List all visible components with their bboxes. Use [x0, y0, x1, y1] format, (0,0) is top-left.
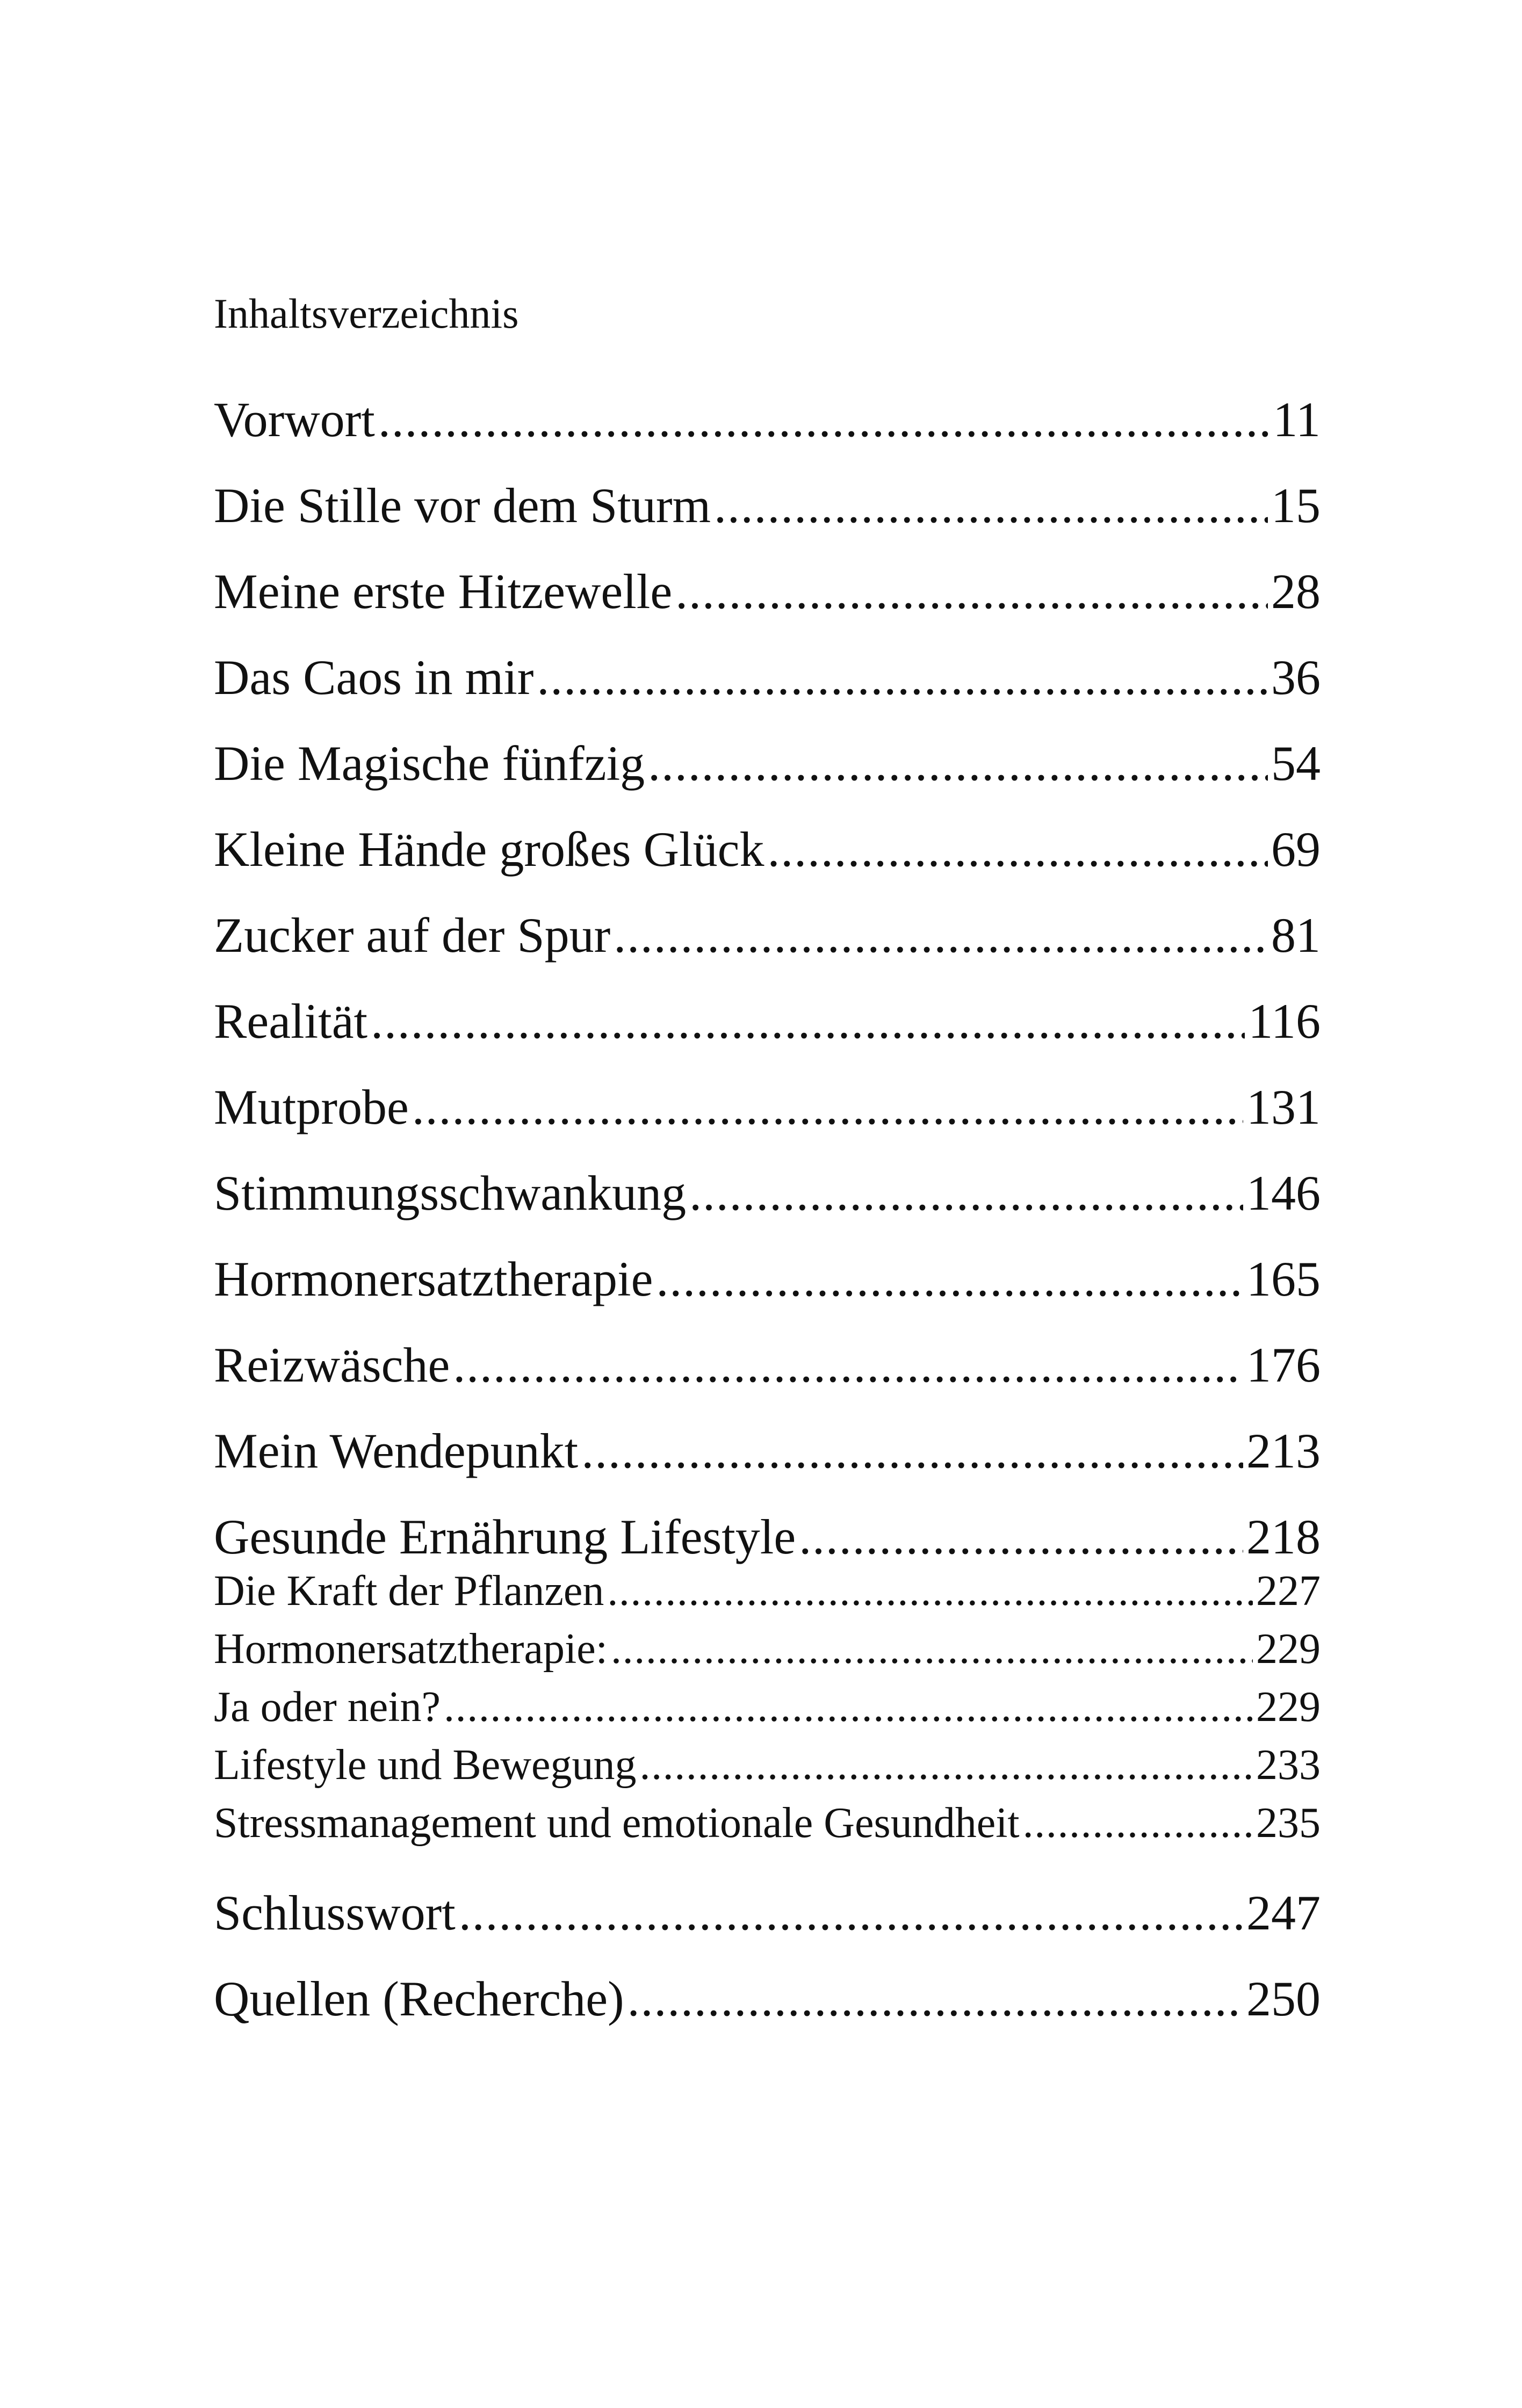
toc-entry-title: Meine erste Hitzewelle — [214, 564, 673, 619]
dot-leader — [453, 1340, 1243, 1390]
toc-entry — [214, 996, 1321, 1046]
toc-entry-page: 81 — [1271, 908, 1321, 963]
toc-subentry — [214, 1567, 1321, 1615]
toc-entry-title: Vorwort — [214, 392, 375, 447]
toc-entry-title: Schlusswort — [214, 1885, 456, 1940]
toc-subentry — [214, 1625, 1321, 1673]
dot-leader — [627, 1974, 1243, 2023]
toc-entry-title: Kleine Hände großes Glück — [214, 822, 764, 877]
toc-entry — [214, 1509, 1321, 1564]
dot-leader — [648, 739, 1268, 788]
toc-entry-page: 235 — [1256, 1799, 1321, 1847]
toc-entry-page: 213 — [1246, 1423, 1321, 1478]
dot-leader — [537, 653, 1268, 702]
toc-entry-title: Hormonersatztherapie — [214, 1252, 653, 1306]
toc-entry-page: 227 — [1256, 1567, 1321, 1615]
toc-entry — [214, 564, 1321, 619]
toc-entry-title: Hormonersatztherapie: — [214, 1625, 608, 1673]
toc-entry-title: Reizwäsche — [214, 1337, 450, 1392]
dot-leader — [611, 1628, 1253, 1671]
toc-entry — [214, 736, 1321, 791]
toc-entry — [214, 1337, 1321, 1392]
toc-entry-page: 116 — [1248, 994, 1321, 1048]
toc-entry — [214, 392, 1321, 447]
toc-entry-title: Quellen (Recherche) — [214, 1971, 624, 2026]
toc-entry-page: 36 — [1271, 650, 1321, 705]
toc-subentry — [214, 1741, 1321, 1789]
toc-entry-title: Zucker auf der Spur — [214, 908, 611, 963]
toc-entry-page: 54 — [1271, 736, 1321, 791]
dot-leader — [714, 481, 1268, 530]
dot-leader — [639, 1744, 1253, 1787]
toc-entry-title: Die Stille vor dem Sturm — [214, 478, 711, 533]
toc-entry-title: Ja oder nein? — [214, 1683, 441, 1731]
toc-entry-page: 131 — [1246, 1080, 1321, 1134]
toc-heading: Inhaltsverzeichnis — [214, 290, 519, 337]
dot-leader — [656, 1254, 1243, 1304]
toc-entry-page: 250 — [1246, 1971, 1321, 2026]
dot-leader — [581, 1426, 1243, 1476]
toc-entry — [214, 650, 1321, 705]
toc-entry — [214, 478, 1321, 533]
toc-entry-title: Realität — [214, 994, 368, 1048]
toc-entry-page: 233 — [1256, 1741, 1321, 1789]
toc-entry-page: 247 — [1246, 1885, 1321, 1940]
dot-leader — [799, 1512, 1243, 1561]
dot-leader — [371, 996, 1245, 1046]
toc-entry — [214, 1082, 1321, 1132]
toc-entry — [214, 1168, 1321, 1218]
toc-entry-page: 69 — [1271, 822, 1321, 877]
toc-entry-title: Stimmungsschwankung — [214, 1166, 687, 1220]
toc-entry-title: Die Kraft der Pflanzen — [214, 1567, 604, 1615]
toc-entry-page: 11 — [1273, 392, 1321, 447]
toc-entry-title: Mutprobe — [214, 1080, 409, 1134]
toc-entry — [214, 1423, 1321, 1478]
toc-entry-title: Gesunde Ernährung Lifestyle — [214, 1509, 796, 1564]
toc-entry-page: 176 — [1246, 1337, 1321, 1392]
dot-leader — [444, 1686, 1253, 1729]
toc-entry-page: 229 — [1256, 1683, 1321, 1731]
toc-entry — [214, 908, 1321, 963]
toc-entry-page: 146 — [1246, 1166, 1321, 1220]
dot-leader — [1023, 1802, 1253, 1845]
dot-leader — [767, 825, 1268, 874]
toc-subentry — [214, 1683, 1321, 1731]
toc-entry-title: Die Magische fünfzig — [214, 736, 645, 791]
toc-entry-title: Das Caos in mir — [214, 650, 534, 705]
toc-entry-title: Mein Wendepunkt — [214, 1423, 579, 1478]
toc-entry-page: 165 — [1246, 1252, 1321, 1306]
toc-entry-page: 15 — [1271, 478, 1321, 533]
table-of-contents — [214, 0, 1321, 2408]
toc-entry — [214, 1254, 1321, 1304]
dot-leader — [378, 395, 1270, 444]
toc-entry-page: 218 — [1246, 1509, 1321, 1564]
toc-entry — [214, 1885, 1321, 1940]
toc-entry-title: Lifestyle und Bewegung — [214, 1741, 637, 1789]
toc-entry — [214, 1971, 1321, 2026]
dot-leader — [459, 1888, 1243, 1937]
dot-leader — [614, 910, 1268, 960]
dot-leader — [412, 1082, 1243, 1132]
toc-entry-page: 28 — [1271, 564, 1321, 619]
toc-entry-page: 229 — [1256, 1625, 1321, 1673]
toc-entry — [214, 822, 1321, 877]
dot-leader — [689, 1168, 1243, 1218]
toc-entry-title: Stressmanagement und emotionale Gesundheit — [214, 1799, 1020, 1847]
toc-subentry — [214, 1799, 1321, 1847]
dot-leader — [675, 567, 1268, 616]
dot-leader — [607, 1570, 1253, 1612]
